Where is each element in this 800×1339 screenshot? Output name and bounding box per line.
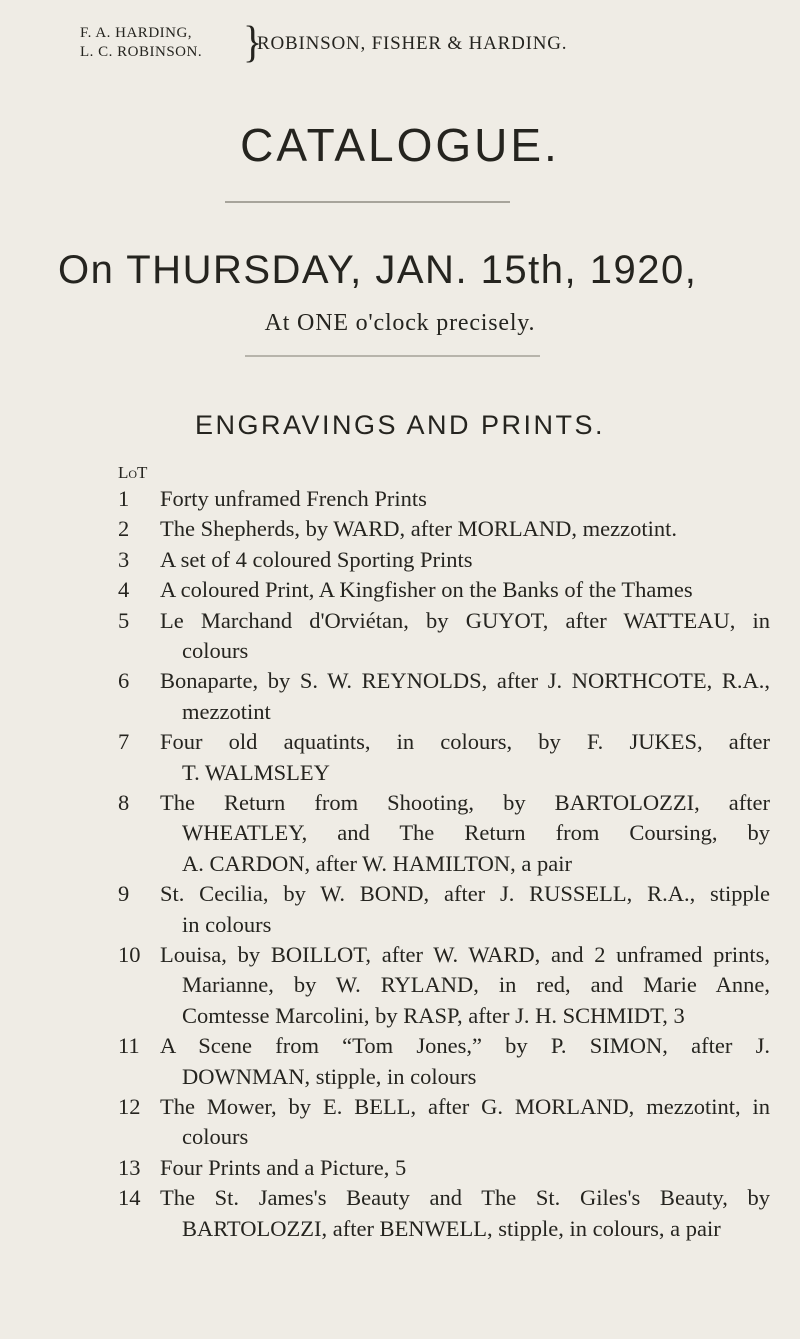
lot-description-line: colours (182, 637, 249, 663)
lot-description-line: Four old aquatints, in colours, by F. JUKES, after (160, 729, 770, 755)
lot-number: 4 (118, 577, 130, 603)
lot-description-line: Comtesse Marcolini, by RASP, after J. H. SCHMIDT, 3 (182, 1002, 685, 1028)
lot-description-line: in colours (182, 911, 272, 937)
lot-number: 13 (118, 1154, 141, 1180)
lot-description-line: WHEATLEY, and The Return from Coursing, by (182, 820, 770, 846)
lot-description-line: Louisa, by BOILLOT, after W. WARD, and 2 unframed prints, (160, 942, 770, 967)
lot-number: 12 (118, 1094, 141, 1119)
divider-rule (225, 201, 510, 203)
lot-description-line: A set of 4 coloured Sporting Prints (160, 546, 473, 572)
lot-number: 3 (118, 546, 130, 572)
lot-number: 2 (118, 516, 130, 542)
divider-rule (245, 355, 540, 357)
sale-date: On THURSDAY, JAN. 15th, 1920, (58, 248, 698, 292)
lot-number: 14 (118, 1185, 141, 1211)
partner-names (80, 24, 202, 62)
lot-description-line: Marianne, by W. RYLAND, in red, and Marie Anne, (182, 972, 770, 998)
section-heading: ENGRAVINGS AND PRINTS. (194, 410, 606, 440)
lot-number: 6 (118, 668, 130, 694)
lot-number: 11 (118, 1033, 140, 1059)
lot-description-line: A. CARDON, after W. HAMILTON, a pair (182, 850, 572, 876)
lot-description-line: The St. James's Beauty and The St. Giles's Beauty, by (160, 1185, 770, 1211)
sale-time: At ONE o'clock precisely. (264, 310, 536, 336)
lot-description-line: DOWNMAN, stipple, in colours (182, 1063, 477, 1089)
partner-name: L. C. ROBINSON. (80, 44, 203, 60)
lot-number: 9 (118, 881, 130, 907)
lot-description-line: The Mower, by E. BELL, after G. MORLAND, mezzotint, in (160, 1094, 770, 1119)
lot-description-line: Forty unframed French Prints (160, 486, 427, 511)
lot-description-line: Bonaparte, by S. W. REYNOLDS, after J. NORTHCOTE, R.A., (160, 668, 770, 694)
brace-glyph: } (243, 16, 263, 67)
lot-description-line: colours (182, 1124, 249, 1150)
lot-description-line: A coloured Print, A Kingfisher on the Banks of the Thames (160, 577, 693, 603)
lot-number: 7 (118, 729, 130, 755)
lot-description-line: mezzotint (182, 698, 271, 724)
lot-number: 1 (118, 486, 130, 511)
lot-column-label: LoT (118, 463, 148, 482)
lot-number: 5 (118, 607, 130, 633)
lot-description-line: The Return from Shooting, by BARTOLOZZI, after (160, 790, 770, 815)
lot-description-line: T. WALMSLEY (182, 759, 330, 785)
lot-description-line: Four Prints and a Picture, 5 (160, 1154, 407, 1180)
lot-description-line: BARTOLOZZI, after BENWELL, stipple, in colours, a pair (182, 1215, 721, 1241)
lot-description-line: The Shepherds, by WARD, after MORLAND, mezzotint. (160, 516, 677, 542)
lot-description-line: Le Marchand d'Orviétan, by GUYOT, after WATTEAU, in (160, 607, 770, 633)
lot-description-line: A Scene from “Tom Jones,” by P. SIMON, after J. (160, 1033, 770, 1059)
partner-name: F. A. HARDING, (80, 25, 193, 41)
lot-description-line: St. Cecilia, by W. BOND, after J. RUSSELL, R.A., stipple (160, 881, 770, 907)
firm-name: ROBINSON, FISHER & HARDING. (257, 33, 568, 54)
lot-number: 8 (118, 790, 130, 815)
lot-number: 10 (118, 942, 141, 967)
catalogue-title: CATALOGUE. (240, 119, 560, 171)
